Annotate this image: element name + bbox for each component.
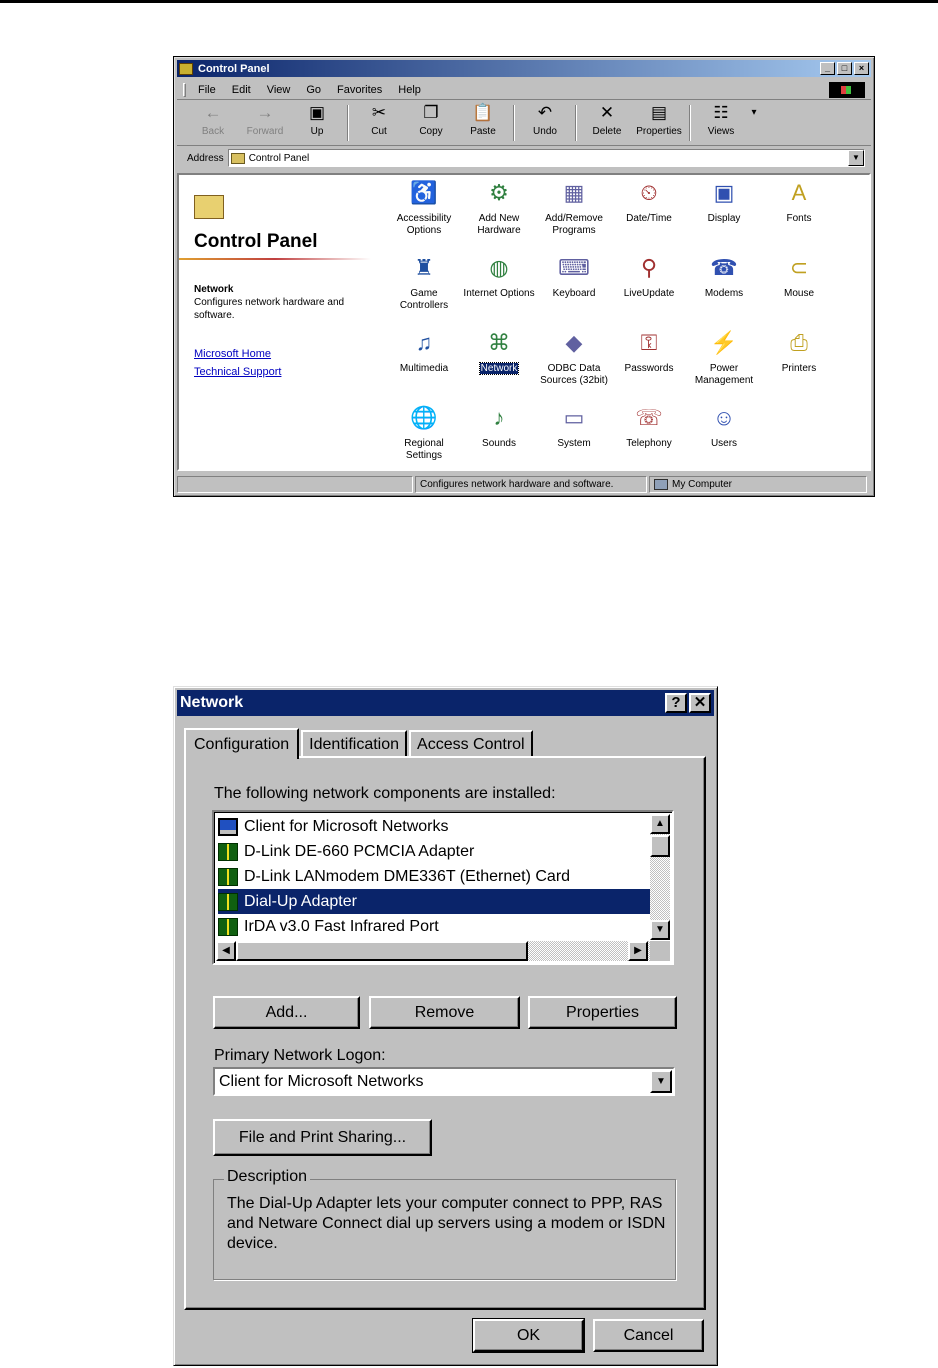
icon-label: Date/Time <box>626 213 672 224</box>
client-icon <box>218 818 238 836</box>
heading-rule <box>179 258 371 260</box>
control-panel-item-regional-settings[interactable] <box>387 402 461 462</box>
up-folder-icon: ▣ <box>308 103 326 122</box>
paste-icon: 📋 <box>472 103 494 122</box>
back-button[interactable]: ← Back <box>201 103 225 137</box>
menu-favorites[interactable]: Favorites <box>337 83 383 96</box>
dialog-title: Network <box>180 694 244 711</box>
control-panel-item-printers[interactable] <box>762 327 836 375</box>
cancel-button[interactable]: Cancel <box>593 1319 704 1352</box>
network-card-icon <box>218 893 238 911</box>
scroll-down-icon[interactable]: ▼ <box>650 920 670 940</box>
page-top-rule <box>0 0 938 3</box>
list-item-selected[interactable]: Dial-Up Adapter <box>218 889 650 914</box>
list-item[interactable]: D-Link DE-660 PCMCIA Adapter <box>218 839 650 864</box>
date-time-icon: ⏲ <box>640 180 658 205</box>
toolbar-separator <box>347 105 349 141</box>
menu-view[interactable]: View <box>266 83 291 96</box>
control-panel-item-network[interactable] <box>462 327 536 375</box>
icon-label: Game Controllers <box>399 288 449 311</box>
icon-label: Network <box>480 363 518 374</box>
control-panel-item-add-new-hardware[interactable] <box>462 177 536 237</box>
components-list[interactable] <box>212 810 674 965</box>
add-remove-programs-icon: ▦ <box>563 180 585 205</box>
address-field[interactable] <box>228 149 865 167</box>
icon-label: Power Management <box>694 363 754 386</box>
control-panel-item-telephony[interactable] <box>612 402 686 450</box>
regional-settings-icon: 🌐 <box>410 405 438 430</box>
control-panel-item-date-time[interactable] <box>612 177 686 225</box>
status-text: Configures network hardware and software. <box>415 476 647 493</box>
forward-arrow-icon: → <box>256 103 274 122</box>
back-arrow-icon: ← <box>204 103 222 122</box>
control-panel-item-users[interactable] <box>687 402 761 450</box>
views-icon: ☷ <box>713 103 729 122</box>
primary-logon-value: Client for Microsoft Networks <box>219 1072 424 1090</box>
modems-icon: ☎ <box>710 255 738 280</box>
status-bar <box>177 475 871 494</box>
maximize-button[interactable]: □ <box>837 62 852 75</box>
selected-item-description: Configures network hardware and software. <box>194 297 345 321</box>
up-button[interactable]: ▣ Up <box>308 103 326 137</box>
undo-button[interactable]: ↶ Undo <box>533 103 557 137</box>
internet-options-icon: ◍ <box>489 255 509 280</box>
icon-label: Keyboard <box>552 288 596 299</box>
network-icon: ⌘ <box>488 330 510 355</box>
views-button[interactable]: ☷ Views <box>707 103 735 137</box>
primary-logon-label: Primary Network Logon: <box>214 1047 386 1064</box>
icon-label: Users <box>710 438 738 449</box>
delete-button[interactable]: ✕ Delete <box>592 103 622 137</box>
passwords-icon: ⚿ <box>640 330 658 355</box>
control-panel-item-fonts[interactable] <box>762 177 836 225</box>
icon-label: Sounds <box>482 438 516 449</box>
status-zone-label: My Computer <box>672 479 733 490</box>
file-and-print-sharing-button[interactable]: File and Print Sharing... <box>213 1119 432 1156</box>
tab-identification[interactable]: Identification <box>301 730 407 757</box>
ok-button[interactable]: OK <box>473 1319 584 1352</box>
components-label: The following network components are installed: <box>214 785 556 802</box>
menu-help[interactable]: Help <box>398 83 421 96</box>
sounds-icon: ♪ <box>493 405 505 430</box>
telephony-icon: ☏ <box>635 405 663 430</box>
control-panel-item-system[interactable] <box>537 402 611 450</box>
control-panel-large-icon <box>194 195 224 219</box>
menu-grip[interactable] <box>183 83 186 97</box>
technical-support-link[interactable]: Technical Support <box>194 366 282 378</box>
undo-icon: ↶ <box>537 103 553 122</box>
description-label: Description <box>224 1168 310 1186</box>
network-dialog <box>173 686 718 1366</box>
help-button[interactable]: ? <box>665 693 687 713</box>
power-management-icon: ⚡ <box>710 330 738 355</box>
control-panel-titlebar[interactable] <box>177 60 871 77</box>
address-value: Control Panel <box>248 152 310 164</box>
icon-label: Printers <box>781 363 817 374</box>
close-button[interactable]: × <box>854 62 869 75</box>
icon-label: Display <box>707 213 741 224</box>
toolbar-separator <box>575 105 577 141</box>
remove-button[interactable]: Remove <box>369 996 520 1029</box>
chevron-down-icon: ▾ <box>751 107 757 118</box>
accessibility-icon: ♿ <box>410 180 438 205</box>
control-panel-item-game-controllers[interactable] <box>387 252 461 312</box>
control-panel-item-accessibility-options[interactable] <box>387 177 461 237</box>
printers-icon: ⎙ <box>790 330 808 355</box>
odbc-icon: ◆ <box>565 330 583 355</box>
liveupdate-icon: ⚲ <box>640 255 658 280</box>
control-panel-item-internet-options[interactable] <box>462 252 536 300</box>
webview-pane <box>179 175 379 469</box>
toolbar-separator <box>513 105 515 141</box>
icon-label: Add/Remove Programs <box>545 213 603 236</box>
horizontal-scroll-thumb[interactable] <box>236 941 528 961</box>
scroll-up-icon[interactable]: ▲ <box>650 814 670 834</box>
icon-label: Passwords <box>624 363 674 374</box>
icon-label: ODBC Data Sources (32bit) <box>540 363 608 386</box>
pane-heading: Control Panel <box>194 231 318 252</box>
close-button[interactable]: ✕ <box>689 693 711 713</box>
control-panel-folder-icon <box>231 153 245 164</box>
properties-button[interactable]: Properties <box>528 996 677 1029</box>
copy-icon: ❐ <box>423 103 439 122</box>
window-title: Control Panel <box>198 62 270 75</box>
icon-label: Telephony <box>626 438 672 449</box>
vertical-scroll-thumb[interactable] <box>650 835 670 857</box>
icon-label: Add New Hardware <box>477 213 521 236</box>
scroll-corner <box>650 941 670 961</box>
toolbar <box>177 102 871 146</box>
add-button[interactable]: Add... <box>213 996 360 1029</box>
users-icon: ☺ <box>712 405 736 430</box>
keyboard-icon: ⌨ <box>558 255 590 280</box>
cut-button[interactable]: ✂ Cut <box>371 103 387 137</box>
control-panel-item-mouse[interactable] <box>762 252 836 300</box>
delete-x-icon: ✕ <box>599 103 615 122</box>
network-card-icon <box>218 868 238 886</box>
control-panel-folder-icon <box>179 63 193 75</box>
primary-logon-select[interactable] <box>213 1067 675 1096</box>
add-hardware-icon: ⚙ <box>489 180 509 205</box>
control-panel-item-liveupdate[interactable] <box>612 252 686 300</box>
list-item[interactable]: D-Link LANmodem DME336T (Ethernet) Card <box>218 864 650 889</box>
microsoft-home-link[interactable]: Microsoft Home <box>194 348 272 360</box>
control-panel-item-display[interactable] <box>687 177 761 225</box>
icon-label: Fonts <box>786 213 812 224</box>
tab-configuration[interactable]: Configuration <box>184 728 299 759</box>
control-panel-item-passwords[interactable] <box>612 327 686 375</box>
control-panel-item-odbc-data-sources-32bit[interactable] <box>537 327 611 387</box>
copy-button[interactable]: ❐ Copy <box>419 103 443 137</box>
folder-view <box>177 173 871 471</box>
icon-label: Modems <box>704 288 744 299</box>
paste-button[interactable]: 📋 Paste <box>470 103 496 137</box>
forward-button[interactable]: → Forward <box>246 103 284 137</box>
my-computer-icon <box>654 479 668 490</box>
properties-button[interactable]: ▤ Properties <box>636 103 682 137</box>
address-label: Address <box>187 152 224 164</box>
icon-label: Multimedia <box>399 363 449 374</box>
control-panel-item-keyboard[interactable] <box>537 252 611 300</box>
icon-label: LiveUpdate <box>623 288 675 299</box>
mouse-icon: ⊂ <box>789 255 809 280</box>
address-bar <box>177 147 871 169</box>
control-panel-window <box>173 56 875 497</box>
icon-label: Mouse <box>783 288 814 299</box>
minimize-button[interactable]: _ <box>820 62 835 75</box>
list-item[interactable]: Client for Microsoft Networks <box>218 814 650 839</box>
horizontal-scrollbar[interactable] <box>216 941 650 961</box>
views-dropdown[interactable] <box>747 102 761 144</box>
icon-label: Accessibility Options <box>396 213 452 236</box>
list-item[interactable]: IrDA v3.0 Fast Infrared Port <box>218 914 650 939</box>
menu-file[interactable]: File <box>198 83 216 96</box>
system-icon: ▭ <box>563 405 585 430</box>
fonts-icon: A <box>791 180 807 205</box>
icon-label: Regional Settings <box>404 438 444 461</box>
menu-bar <box>177 80 871 100</box>
network-card-icon <box>218 918 238 936</box>
selected-item-name: Network <box>194 284 234 295</box>
game-controllers-icon: ♜ <box>414 255 434 280</box>
toolbar-separator <box>689 105 691 141</box>
windows-logo-icon <box>829 82 865 98</box>
status-pane-empty <box>177 476 413 493</box>
icon-label: Internet Options <box>463 288 535 299</box>
chevron-down-icon[interactable]: ▼ <box>650 1070 672 1093</box>
icon-label: System <box>557 438 591 449</box>
menu-edit[interactable]: Edit <box>231 83 251 96</box>
scissors-icon: ✂ <box>371 103 387 122</box>
address-dropdown-button[interactable]: ▼ <box>848 150 864 166</box>
control-panel-item-multimedia[interactable] <box>387 327 461 375</box>
control-panel-item-sounds[interactable] <box>462 402 536 450</box>
description-group <box>213 1168 676 1280</box>
control-panel-item-power-management[interactable] <box>687 327 761 387</box>
scroll-left-icon[interactable]: ◀ <box>216 941 236 961</box>
tab-access-control[interactable]: Access Control <box>409 730 533 757</box>
menu-go[interactable]: Go <box>306 83 322 96</box>
tab-strip <box>184 727 535 757</box>
display-icon: ▣ <box>713 180 735 205</box>
scroll-right-icon[interactable]: ▶ <box>628 941 648 961</box>
status-zone <box>649 476 867 493</box>
network-card-icon <box>218 843 238 861</box>
properties-icon: ▤ <box>650 103 668 122</box>
network-titlebar[interactable] <box>177 690 714 716</box>
multimedia-icon: ♫ <box>415 330 433 355</box>
control-panel-item-add-remove-programs[interactable] <box>537 177 611 237</box>
control-panel-item-modems[interactable] <box>687 252 761 300</box>
vertical-scrollbar[interactable] <box>650 814 670 940</box>
description-text: The Dial-Up Adapter lets your computer connect to PPP, RAS and Netware Connect dial up servers using a modem or ISDN device. <box>227 1195 666 1252</box>
